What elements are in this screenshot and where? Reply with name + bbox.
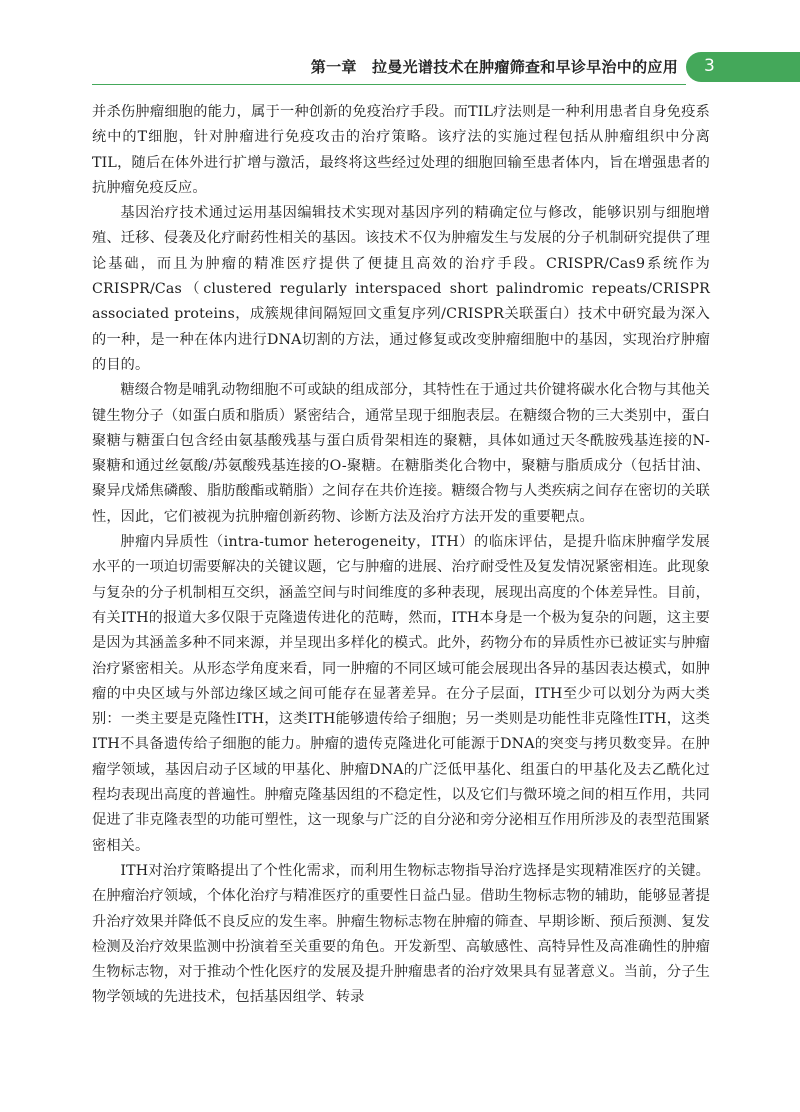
page-header: [0, 0, 800, 86]
paragraph: 肿瘤内异质性（intra-tumor heterogeneity，ITH）的临床评估，是提升临床肿瘤学发展水平的一项迫切需要解决的关键议题，它与肿瘤的进展、治疗耐受性及复发情况紧密相连。此现象与复杂的分子机制相互交织，涵盖空间与时间维度的多种表现，展现出高度的个体差异性。目前，有关ITH的报道大多仅限于克隆遗传进化的范畴，然而，ITH本身是一个极为复杂的问题，这主要是因为其涵盖多种不同来源，并呈现出多样化的模式。此外，药物分布的异质性亦已被证实与肿瘤治疗紧密相关。从形态学角度来看，同一肿瘤的不同区域可能会展现出各异的基因表达模式，如肿瘤的中央区域与外部边缘区域之间可能存在显著差异。在分子层面，ITH至少可以划分为两大类别：一类主要是克隆性ITH，这类ITH能够遗传给子细胞；另一类则是功能性非克隆性ITH，这类ITH不具备遗传给子细胞的能力。肿瘤的遗传克隆进化可能源于DNA的突变与拷贝数变异。在肿瘤学领域，基因启动子区域的甲基化、肿瘤DNA的广泛低甲基化、组蛋白的甲基化及去乙酰化过程均表现出高度的普遍性。肿瘤克隆基因组的不稳定性，以及它们与微环境之间的相互作用，共同促进了非克隆表型的功能可塑性，这一现象与广泛的自分泌和旁分泌相互作用所涉及的表型范围紧密相关。: [92, 534, 710, 854]
paragraph: 并杀伤肿瘤细胞的能力，属于一种创新的免疫治疗手段。而TIL疗法则是一种利用患者自身免疫系统中的T细胞，针对肿瘤进行免疫攻击的治疗策略。该疗法的实施过程包括从肿瘤组织中分离TIL，随后在体外进行扩增与激活，最终将这些经过处理的细胞回输至患者体内，旨在增强患者的抗肿瘤免疫反应。: [92, 104, 710, 196]
page-number: 3: [704, 56, 715, 76]
body-text: [92, 100, 710, 1011]
paragraph: 糖缀合物是哺乳动物细胞不可或缺的组成部分，其特性在于通过共价键将碳水化合物与其他关键生物分子（如蛋白质和脂质）紧密结合，通常呈现于细胞表层。在糖缀合物的三大类别中，蛋白聚糖与糖蛋白包含经由氨基酸残基与蛋白质骨架相连的聚糖，具体如通过天冬酰胺残基连接的N-聚糖和通过丝氨酸/苏氨酸残基连接的O-聚糖。在糖脂类化合物中，聚糖与脂质成分（包括甘油、聚异戊烯焦磷酸、脂肪酸酯或鞘脂）之间存在共价连接。糖缀合物与人类疾病之间存在密切的关联性，因此，它们被视为抗肿瘤创新药物、诊断方法及治疗方法开发的重要靶点。: [92, 382, 710, 525]
paragraph: 基因治疗技术通过运用基因编辑技术实现对基因序列的精确定位与修改，能够识别与细胞增殖、迁移、侵袭及化疗耐药性相关的基因。该技术不仅为肿瘤发生与发展的分子机制研究提供了理论基础，而且为肿瘤的精准医疗提供了便捷且高效的治疗手段。CRISPR/Cas9系统作为CRISPR/Cas（clustered regularly interspaced short palindromic repeats/CRISPR associated proteins，成簇规律间隔短回文重复序列/CRISPR关联蛋白）技术中研究最为深入的一种，是一种在体内进行DNA切割的方法，通过修复或改变肿瘤细胞中的基因，实现治疗肿瘤的目的。: [92, 205, 710, 373]
page-number-tab: [686, 52, 800, 82]
chapter-title: 第一章 拉曼光谱技术在肿瘤筛查和早诊早治中的应用: [310, 58, 678, 76]
header-rule: [92, 84, 686, 85]
paragraph: ITH对治疗策略提出了个性化需求，而利用生物标志物指导治疗选择是实现精准医疗的关键。在肿瘤治疗领域，个体化治疗与精准医疗的重要性日益凸显。借助生物标志物的辅助，能够显著提升治疗效果并降低不良反应的发生率。肿瘤生物标志物在肿瘤的筛查、早期诊断、预后预测、复发检测及治疗效果监测中扮演着至关重要的角色。开发新型、高敏感性、高特异性及高准确性的肿瘤生物标志物，对于推动个性化医疗的发展及提升肿瘤患者的治疗效果具有显著意义。当前，分子生物学领域的先进技术，包括基因组学、转录: [92, 862, 710, 1006]
